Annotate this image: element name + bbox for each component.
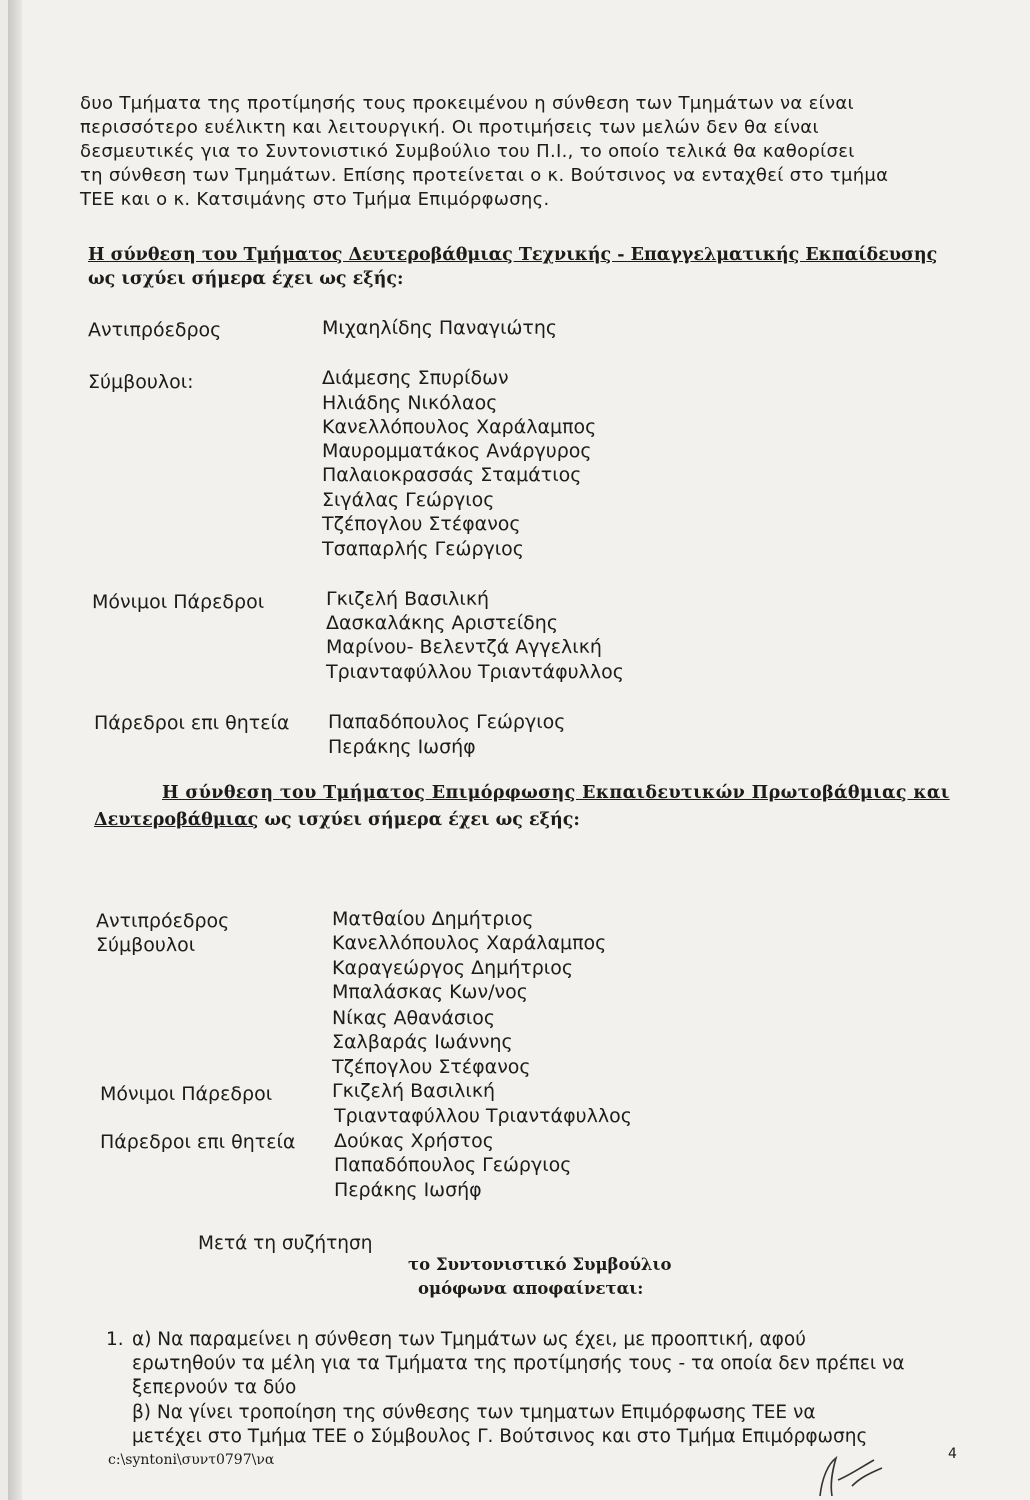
permanent-name: Μαρίνου- Βελεντζά Αγγελική <box>326 636 602 658</box>
advisor-name: Κανελλόπουλος Χαράλαμπος <box>322 416 597 438</box>
signature-mark <box>808 1438 888 1498</box>
item-number: 1. <box>106 1329 124 1350</box>
s2-name: Γκιζελή Βασιλική <box>332 1080 496 1102</box>
decision-line: ερωτηθούν τα μέλη για τα Τμήματα της προτίμησής τους - τα οποία δεν πρέπει να <box>132 1353 905 1374</box>
after-discussion: Μετά τη συζήτηση <box>198 1233 373 1254</box>
s2-permanent-label: Μόνιμοι Πάρεδροι <box>100 1083 273 1105</box>
advisor-name: Τσαπαρλής Γεώργιος <box>322 538 524 560</box>
section1-heading-cont: ως ισχύει σήμερα έχει ως εξής: <box>88 269 404 289</box>
s2-name: Παπαδόπουλος Γεώργιος <box>334 1154 572 1176</box>
council-title: το Συντονιστικό Συμβούλιο <box>408 1255 672 1274</box>
s2-name: Περάκης Ιωσήφ <box>334 1179 482 1201</box>
page-edge-shadow <box>8 0 22 1500</box>
intro-line: περισσότερο ευέλικτη και λειτουργική. Οι προτιμήσεις των μελών δεν θα είναι <box>80 117 819 138</box>
file-path: c:\syntoni\συντ0797\να <box>108 1452 275 1468</box>
s2-name: Τριανταφύλλου Τριαντάφυλλος <box>334 1105 632 1127</box>
intro-paragraph <box>80 92 940 212</box>
s2-advisors-label: Σύμβουλοι <box>96 934 196 956</box>
permanent-name: Τριανταφύλλου Τριαντάφυλλος <box>326 661 624 683</box>
s2-name: Ματθαίου Δημήτριος <box>332 908 534 930</box>
advisor-name: Τζέπογλου Στέφανος <box>322 513 521 535</box>
section2-heading-underlined: Δευτεροβάθμιας <box>94 810 259 830</box>
permanent-name: Δασκαλάκης Αριστείδης <box>326 612 558 634</box>
advisor-name: Παλαιοκρασσάς Σταμάτιος <box>322 464 582 486</box>
s2-name: Νίκας Αθανάσιος <box>332 1007 496 1029</box>
section2-heading-cont <box>94 809 580 831</box>
vice-president-label: Αντιπρόεδρος <box>88 319 222 341</box>
intro-line: ΤΕΕ και ο κ. Κατσιμάνης στο Τμήμα Επιμόρφωσης. <box>80 189 550 210</box>
s2-name: Τζέπογλου Στέφανος <box>332 1056 531 1078</box>
page-number: 4 <box>948 1446 957 1462</box>
decision-line: ξεπερνούν τα δύο <box>132 1377 297 1398</box>
s2-name: Κανελλόπουλος Χαράλαμπος <box>332 932 607 954</box>
advisor-name: Μαυρομματάκος Ανάργυρος <box>322 440 592 462</box>
intro-line: δυο Τμήματα της προτίμησής τους προκειμένου η σύνθεση των Τμημάτων να είναι <box>80 93 854 114</box>
term-name: Παπαδόπουλος Γεώργιος <box>328 711 566 733</box>
intro-line: δεσμευτικές για το Συντονιστικό Συμβούλιο του Π.Ι., το οποίο τελικά θα καθορίσει <box>80 141 855 162</box>
s2-name: Μπαλάσκας Κων/νος <box>332 981 528 1003</box>
s2-name: Καραγεώργος Δημήτριος <box>332 957 573 979</box>
advisor-name: Ηλιάδης Νικόλαος <box>322 392 498 414</box>
s2-term-label: Πάρεδροι επι θητεία <box>100 1131 296 1153</box>
advisor-name: Σιγάλας Γεώργιος <box>322 489 495 511</box>
permanent-label: Μόνιμοι Πάρεδροι <box>92 591 265 613</box>
section1-heading: Η σύνθεση του Τμήματος Δευτεροβάθμιας Τεχνικής - Επαγγελματικής Εκπαίδευσης <box>88 245 938 265</box>
section2-heading: Η σύνθεση του Τμήματος Επιμόρφωσης Εκπαιδευτικών Πρωτοβάθμιας και <box>162 783 950 803</box>
unanimous-text: ομόφωνα αποφαίνεται: <box>418 1279 644 1298</box>
vice-president-name: Μιχαηλίδης Παναγιώτης <box>322 317 558 339</box>
decision-line: α) Να παραμείνει η σύνθεση των Τμημάτων ως έχει, με προοπτική, αφού <box>132 1329 806 1350</box>
decision-line: μετέχει στο Τμήμα ΤΕΕ ο Σύμβουλος Γ. Βούτσινος και στο Τμήμα Επιμόρφωσης <box>132 1426 868 1447</box>
s2-name: Σαλβαράς Ιωάννης <box>332 1031 513 1053</box>
term-name: Περάκης Ιωσήφ <box>328 736 476 758</box>
term-label: Πάρεδροι επι θητεία <box>94 712 290 734</box>
decision-line: β) Να γίνει τροποίηση της σύνθεσης των τμηματων Επιμόρφωσης ΤΕΕ να <box>132 1402 816 1423</box>
s2-name: Δούκας Χρήστος <box>334 1130 494 1152</box>
advisor-name: Διάμεσης Σπυρίδων <box>322 367 509 389</box>
permanent-name: Γκιζελή Βασιλική <box>326 588 490 610</box>
s2-vice-president-label: Αντιπρόεδρος <box>96 910 230 932</box>
intro-line: τη σύνθεση των Τμημάτων. Επίσης προτείνεται ο κ. Βούτσινος να ενταχθεί στο τμήμα <box>80 165 889 186</box>
advisors-label: Σύμβουλοι: <box>88 371 194 393</box>
section2-heading-rest: ως ισχύει σήμερα έχει ως εξής: <box>258 810 580 830</box>
